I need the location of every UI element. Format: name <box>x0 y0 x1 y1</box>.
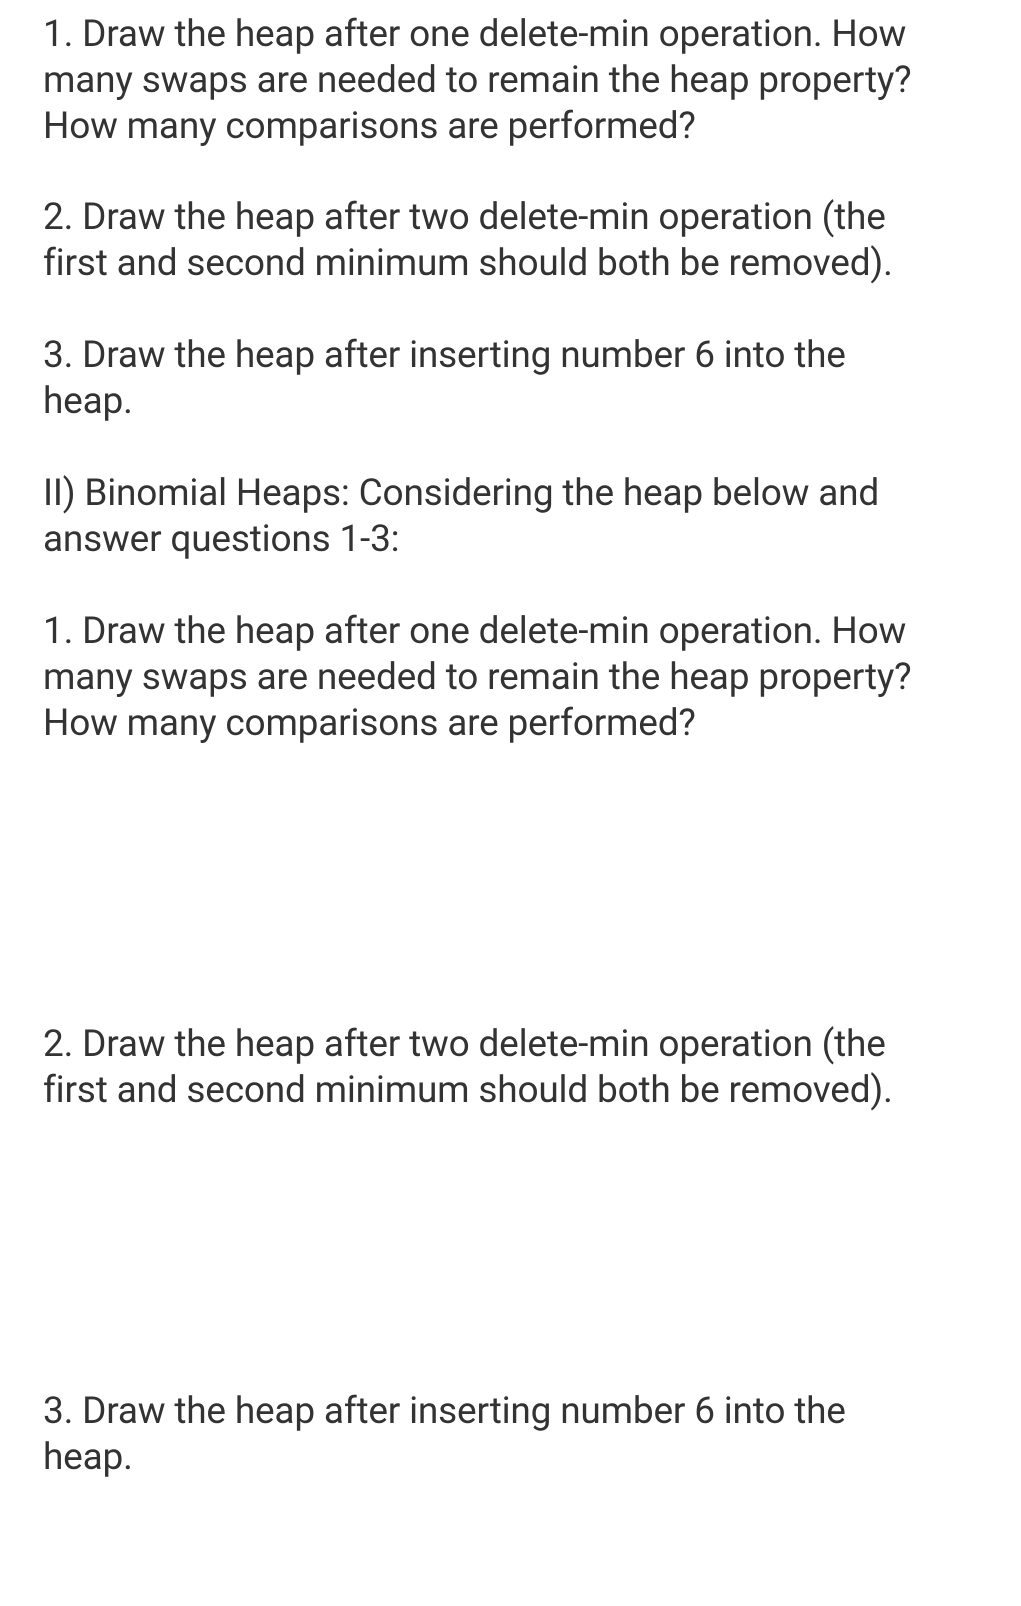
text-line: answer questions 1-3: <box>43 518 400 561</box>
question-2-two-delete-min <box>43 195 993 287</box>
question-3-insert <box>43 333 993 425</box>
binomial-question-3-insert <box>43 1389 993 1481</box>
text-line: 1. Draw the heap after one delete-min operation. How <box>43 13 907 56</box>
text-line: many swaps are needed to remain the heap property? <box>43 59 912 102</box>
question-1-delete-min <box>43 12 993 150</box>
text-line: first and second minimum should both be removed). <box>43 242 893 285</box>
text-line: many swaps are needed to remain the heap property? <box>43 656 912 699</box>
text-line: 1. Draw the heap after one delete-min operation. How <box>43 610 907 653</box>
binomial-question-2-two-delete-min <box>43 1022 993 1114</box>
binomial-question-1-delete-min <box>43 609 993 747</box>
text-line: heap. <box>43 380 133 423</box>
text-line: 3. Draw the heap after inserting number 6 into the <box>43 334 846 377</box>
section-heading-binomial-heaps <box>43 471 993 563</box>
text-line: 3. Draw the heap after inserting number 6 into the <box>43 1390 846 1433</box>
text-line: 2. Draw the heap after two delete-min operation (the <box>43 1023 886 1066</box>
text-line: How many comparisons are performed? <box>43 105 696 148</box>
text-line: 2. Draw the heap after two delete-min operation (the <box>43 196 886 239</box>
text-line: How many comparisons are performed? <box>43 702 696 745</box>
text-line: II) Binomial Heaps: Considering the heap below and <box>43 472 880 515</box>
text-line: first and second minimum should both be removed). <box>43 1069 893 1112</box>
text-line: heap. <box>43 1436 133 1479</box>
